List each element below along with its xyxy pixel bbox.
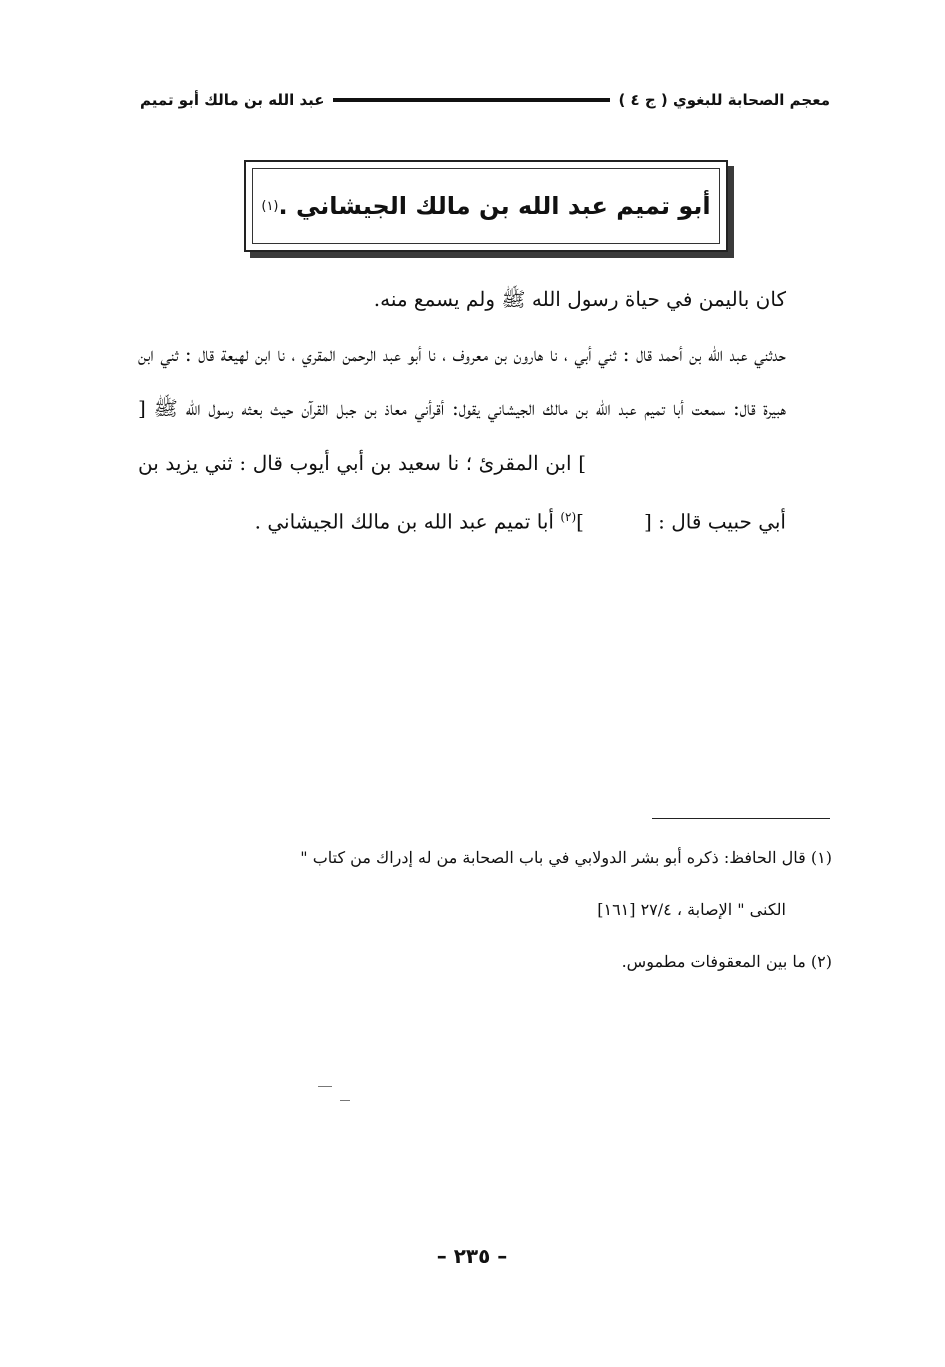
footnote-2-text: ما بين المعقوفات مطموس. [621, 952, 806, 971]
entry-title: أبو تميم عبد الله بن مالك الجيشاني . [278, 192, 711, 220]
scan-speck [340, 1100, 350, 1101]
lacuna-close-2: ] [576, 509, 584, 534]
footnote-2-number: (٢) [810, 952, 832, 971]
lacuna-note-ref: (٢) [560, 510, 577, 524]
running-header-book: معجم الصحابة للبغوي ( ج ٤ ) [618, 91, 830, 109]
footnote-1 [138, 832, 832, 884]
paragraph-2-part-a: حدثني عبد الله بن أحمد قال : ثني أبي ، نا هارون بن معروف ، نا أبو عبد الرحمن المقري ، نا ابن لهيعة قال : ثني ابن هبيرة قال: سمعت أبا تميم عبد الله بن مالك الجيشاني يقول: أقرأني معاذ بن جبل القرآن حيث بعثه رسول الله ﷺ [138, 341, 786, 420]
lacuna-close-1: ] [578, 450, 587, 475]
paragraph-2-part-b: ابن المقرئ ؛ نا سعيد بن أبي أيوب قال : ثني يزيد بن أبي حبيب قال : [138, 450, 786, 534]
footnote-1-number: (١) [810, 848, 832, 867]
body-text [138, 272, 832, 549]
lacuna-open-2: [ [643, 509, 652, 534]
paragraph-1: كان باليمن في حياة رسول الله ﷺ ولم يسمع منه. [373, 287, 786, 311]
paragraph-2-part-c: أبا تميم عبد الله بن مالك الجيشاني . [254, 509, 554, 534]
footnote-rule [652, 818, 830, 819]
paragraph-2 [138, 327, 832, 550]
scan-speck [318, 1086, 332, 1087]
footnote-1-text: قال الحافظ: ذكره أبو بشر الدولابي في باب الصحابة من له إدراك من كتاب " [300, 848, 806, 867]
entry-title-frame [252, 168, 720, 244]
entry-title-note-ref: (١) [261, 198, 279, 214]
footnote-2 [138, 936, 832, 988]
footnotes [138, 832, 832, 988]
lacuna-open-1: [ [138, 396, 146, 420]
entry-title-box [244, 160, 728, 252]
header-rule [333, 98, 611, 102]
running-header [140, 84, 830, 116]
footnote-1-continuation: الكنى " الإصابة ، ٢٧/٤ [١٦١] [597, 900, 786, 919]
page-number: – ٢٣٥ – [436, 1244, 508, 1268]
running-header-entry: عبد الله بن مالك أبو تميم [140, 91, 325, 109]
